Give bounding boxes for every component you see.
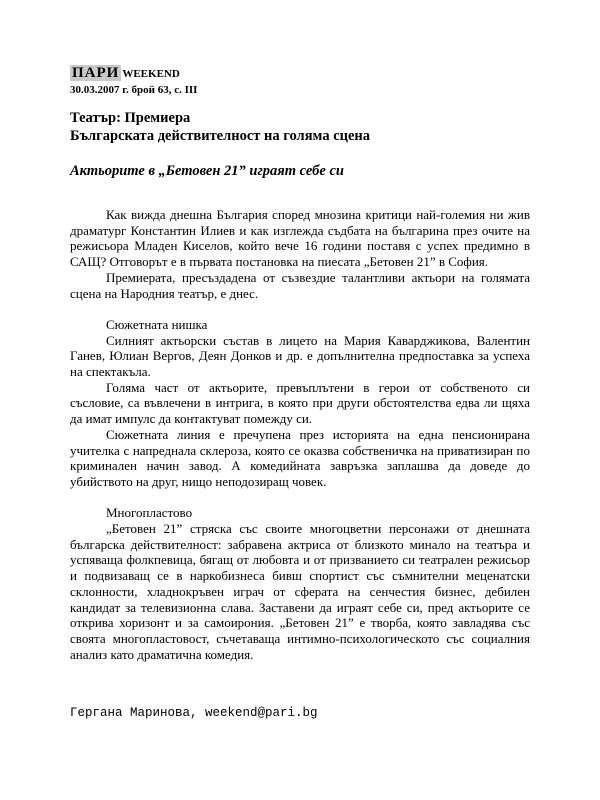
section-title: Театър: Премиера (70, 110, 191, 126)
paragraph-premiere: Премиерата, пресъздадена от съзвездие талантливи актьори на голямата сцена на Народния театър, е днес. (70, 269, 530, 301)
issue-info: 30.03.2007 г. брой 63, с. III (70, 84, 198, 96)
masthead (70, 64, 180, 80)
paragraph-storyline: Сюжетната линия е пречупена през историята на една пенсионирана учителка с напреднала склероза, която се оказва собственичка на приватизиран по криминален начин завод. А комедийната завръзка заплашва да доведе до убийството на друг, нищо неподозиращ човек. (70, 426, 530, 489)
logo-subtitle: WEEKEND (122, 68, 180, 80)
paragraph-actors: Голяма част от актьорите, превъплътени в герои от собственото си съсловие, са въвлечени в интрига, в която при други обстоятелства едва ли щяха да имат импулс да контактуват помежду си. (70, 379, 530, 427)
paragraph-characters: „Бетовен 21” стряска със своите многоцветни персонажи от днешната българска действителност: забравена актриса от близкото минало на театъра и успяваща фолкпевица, бягащ от любовта и от призванието си театрален режисьор и подвизаващ се в наркобизнеса бивш спортист със съмнителни меценатски склонности, хладнокръвен играч от сферата на сенчестия бизнес, дебилен кандидат за телевизионна слава. Заставени да играят себе си, пред актьорите се открива хоризонт и за самоирония. „Бетовен 21” е творба, която завладява със своята многопластовост, съчетаваща интимно-психологическото със социалния анализ като драматична комедия. (70, 521, 530, 662)
subheading-plot: Сюжетната нишка (106, 316, 208, 332)
author-byline: Гергана Маринова, weekend@pari.bg (70, 706, 318, 720)
article-subheadline: Актьорите в „Бетовен 21” играят себе си (70, 163, 344, 179)
paragraph-intro: Как вижда днешна България според мнозина критици най-големия ни жив драматург Константин Илиев и как изглежда съдбата на българина през очите на режисьора Младен Киселов, който вече 16 години поставя с успех предимно в САЩ? Отговорът е в първата постановка на пиесата „Бетовен 21” в София. (70, 207, 530, 270)
article-body (70, 207, 530, 662)
subheading-multilayer: Многопластово (106, 505, 193, 521)
paragraph-cast: Силният актьорски състав в лицето на Мария Каварджикова, Валентин Ганев, Юлиан Вергов, Деян Донков и др. е допълнителна предпоставка за успеха на спектакъла. (70, 332, 530, 380)
pari-logo: ПАРИ (72, 65, 120, 81)
article-headline: Българската действителност на голяма сцена (70, 128, 371, 144)
